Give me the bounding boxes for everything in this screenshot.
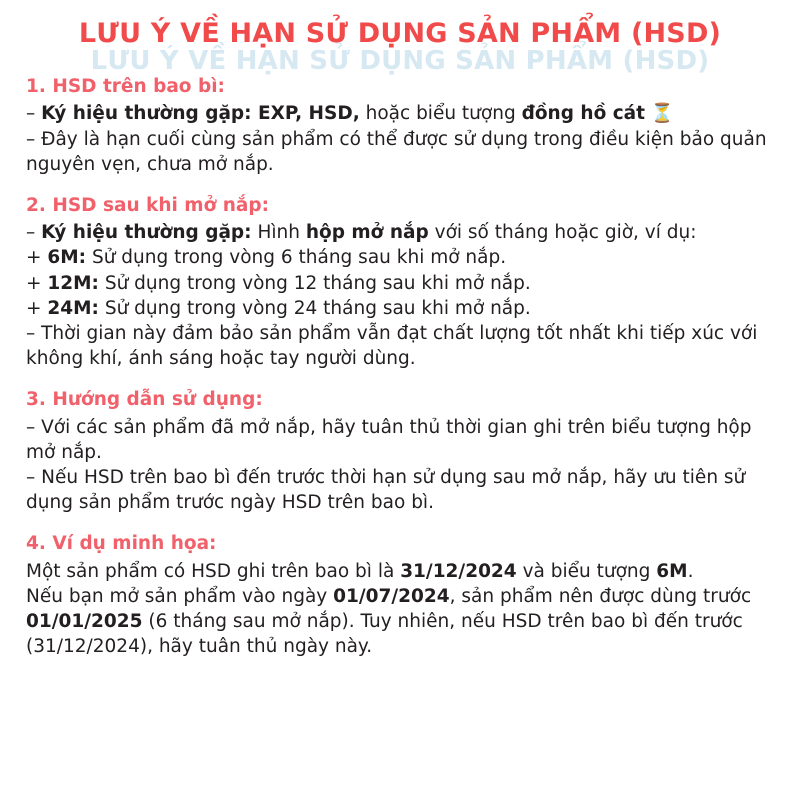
body-text: Sử dụng trong vòng 6 tháng sau khi mở nắp. [86, 247, 507, 269]
section-heading: 4. Ví dụ minh họa: [26, 533, 217, 555]
body-text: Một sản phẩm có HSD ghi trên bao bì là [26, 560, 401, 582]
document-section [26, 388, 774, 515]
emphasized-text: 01/07/2024 [333, 585, 450, 607]
body-text: . [687, 560, 694, 582]
emphasized-text: đồng hồ cát [521, 103, 646, 125]
document-section [26, 532, 774, 659]
section-line [26, 584, 774, 659]
body-text: + [26, 272, 48, 294]
body-text: Hình [251, 222, 306, 244]
section-line [26, 220, 774, 245]
body-text: Sử dụng trong vòng 12 tháng sau khi mở nắp. [98, 272, 531, 294]
body-text: – Đây là hạn cuối cùng sản phẩm có thể được sử dụng trong điều kiện bảo quản nguyên vẹn, chưa mở nắp. [26, 128, 767, 175]
section-line [26, 321, 774, 371]
document-section [26, 194, 774, 371]
body-text: – [26, 222, 42, 244]
emphasized-text: 31/12/2024 [400, 560, 517, 582]
section-heading: 2. HSD sau khi mở nắp: [26, 194, 270, 216]
body-text: ⏳ [645, 103, 674, 125]
section-line [26, 415, 774, 465]
body-text: và biểu tượng [516, 560, 657, 582]
section-line [26, 127, 774, 177]
emphasized-text: Ký hiệu thường gặp: EXP, HSD, [41, 103, 360, 125]
body-text: + [26, 297, 48, 319]
emphasized-text: 6M [656, 560, 688, 582]
body-text: – Thời gian này đảm bảo sản phẩm vẫn đạt chất lượng tốt nhất khi tiếp xúc với không khí, ánh sáng hoặc tay người dùng. [26, 322, 758, 370]
section-heading: 3. Hướng dẫn sử dụng: [26, 389, 263, 411]
body-text: – Với các sản phẩm đã mở nắp, hãy tuân thủ thời gian ghi trên biểu tượng hộp mở nắp. [26, 416, 752, 463]
ghost-title-echo: LƯU Ý VỀ HẠN SỬ DỤNG SẢN PHẨM (HSD) [90, 46, 710, 76]
section-heading: 1. HSD trên bao bì: [26, 76, 225, 98]
body-text: – Nếu HSD trên bao bì đến trước thời hạn sử dụng sau mở nắp, hãy ưu tiên sử dụng sản phẩm trước ngày HSD trên bao bì. [26, 466, 746, 514]
emphasized-text: Ký hiệu thường gặp: [41, 222, 252, 244]
section-line [26, 296, 774, 321]
page-title: LƯU Ý VỀ HẠN SỬ DỤNG SẢN PHẨM (HSD) [78, 18, 722, 49]
emphasized-text: 6M: [47, 247, 87, 269]
body-text: hoặc biểu tượng [359, 103, 522, 125]
body-text: Sử dụng trong vòng 24 tháng sau khi mở nắp. [98, 297, 531, 319]
body-text: , sản phẩm nên được dùng trước [449, 585, 752, 607]
emphasized-text: 24M: [47, 297, 99, 319]
body-text: (6 tháng sau mở nắp). Tuy nhiên, nếu HSD trên bao bì đến trước (31/12/2024), hãy tuân thủ ngày này. [26, 611, 743, 658]
emphasized-text: hộp mở nắp [305, 222, 429, 244]
body-text: + [26, 247, 48, 269]
body-text: với số tháng hoặc giờ, ví dụ: [428, 222, 697, 244]
section-line [26, 559, 774, 584]
emphasized-text: 01/01/2025 [26, 611, 143, 633]
section-line [26, 271, 774, 296]
body-text: – [26, 103, 42, 125]
body-text: Nếu bạn mở sản phẩm vào ngày [26, 585, 334, 607]
section-line [26, 101, 774, 126]
document-section [26, 75, 774, 177]
section-line [26, 245, 774, 270]
emphasized-text: 12M: [47, 272, 99, 294]
section-line [26, 465, 774, 515]
document-body [26, 75, 774, 659]
